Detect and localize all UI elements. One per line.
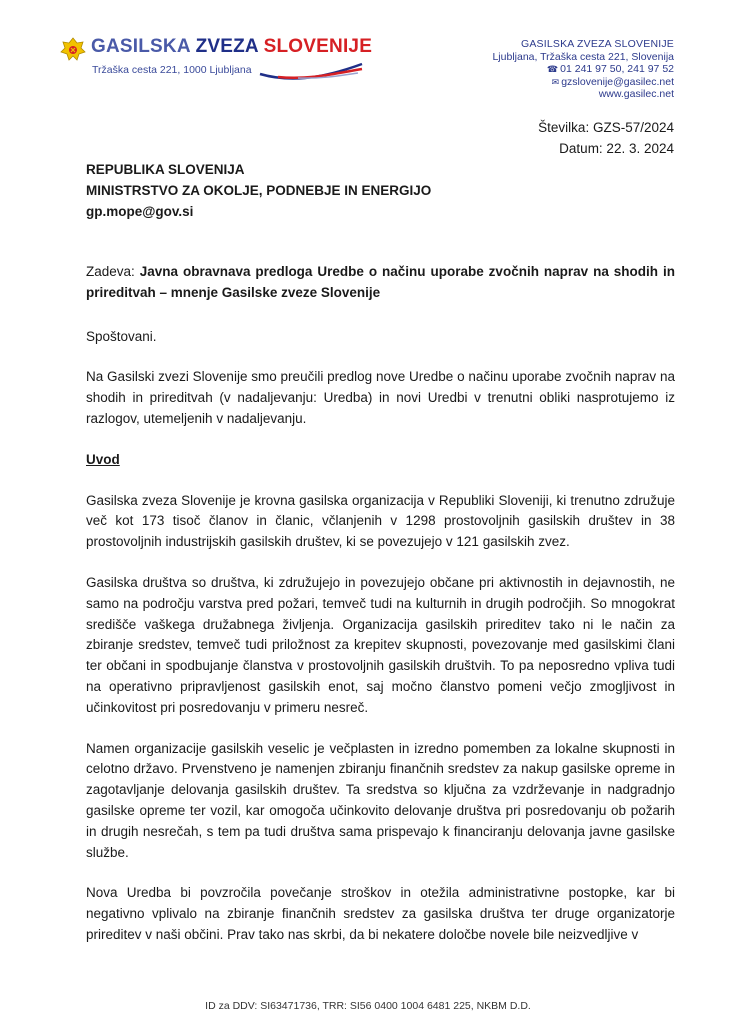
section-heading-uvod: Uvod xyxy=(86,451,120,467)
contact-web[interactable]: www.gasilec.net xyxy=(598,88,674,100)
organization-logo-title xyxy=(91,36,372,58)
logo-word-slovenije: SLOVENIJE xyxy=(263,36,373,57)
document-date: Datum: 22. 3. 2024 xyxy=(559,141,674,156)
email-icon: ✉ xyxy=(551,76,560,87)
logo-word-gasilska: GASILSKA xyxy=(91,36,191,57)
contact-address: Ljubljana, Tržaška cesta 221, Slovenija xyxy=(492,50,674,63)
document-number: Številka: GZS-57/2024 xyxy=(538,120,674,135)
greeting: Spoštovani. xyxy=(86,328,157,344)
logo-word-zveza: ZVEZA xyxy=(195,36,259,57)
intro-paragraph: Na Gasilski zvezi Slovenije smo preučili predlog nove Uredbe o načinu uporabe zvočnih naprav na shodih in prireditvah (v nadaljevanju: Uredba) in novi Uredbi v trenutni obliki nasprotujemo iz razlogov, utemeljenih v nadaljevanju. xyxy=(86,369,675,426)
flag-swoosh-icon xyxy=(258,60,366,82)
letter-body xyxy=(86,262,675,966)
contact-phone-line xyxy=(414,63,674,76)
paragraph-1: Gasilska zveza Slovenije je krovna gasilska organizacija v Republiki Sloveniji, ki trenutno združuje več kot 173 tisoč članov in članic, včlanjenih v 1298 prostovoljnih gasilskih društev in 38 prostovoljnih industrijskih gasilskih društev, ki se povezujejo v 121 gasilskih zvez. xyxy=(86,492,675,550)
recipient-line-1: REPUBLIKA SLOVENIJA xyxy=(86,162,245,177)
paragraph-2: Gasilska društva so društva, ki združujejo in povezujejo občane pri aktivnostih in dejavnostih, ne samo na področju varstva pred požari, temveč tudi na kulturnih in drugih področjih. So mnogokrat središče vaškega družabnega življenja. Organizacija gasilskih prireditev tako ni le način za zbiranje sredstev, temveč tudi priložnost za krepitev skupnosti, povezovanje med gasilskimi člani ter občani in spodbujanje članstva v prostovoljnih gasilskih društvih. To pa neposredno vpliva tudi na operativno pripravljenost gasilskih enot, saj močno članstvo pomeni večjo zmogljivost in učinkovitost pri posredovanju v primeru nesreč. xyxy=(86,574,675,715)
subject-line xyxy=(86,262,675,304)
phone-icon: ☎ xyxy=(546,64,559,74)
fire-brigade-emblem-icon xyxy=(60,37,86,61)
recipient-email[interactable]: gp.mope@gov.si xyxy=(86,204,194,219)
document-meta xyxy=(538,117,674,159)
recipient-line-2: MINISTRSTVO ZA OKOLJE, PODNEBJE IN ENERGIJO xyxy=(86,183,432,198)
contact-block xyxy=(414,38,674,101)
contact-phone: 01 241 97 50, 241 97 52 xyxy=(560,63,674,75)
logo-address: Tržaška cesta 221, 1000 Ljubljana xyxy=(92,64,252,76)
subject-label: Zadeva: xyxy=(86,264,135,279)
footer-bank-info: ID za DDV: SI63471736, TRR: SI56 0400 1004 6481 225, NKBM D.D. xyxy=(205,1000,531,1012)
subject-text: Javna obravnava predloga Uredbe o načinu uporabe zvočnih naprav na shodih in prireditvah – mnenje Gasilske zveze Slovenije xyxy=(86,264,675,300)
contact-email[interactable]: gzslovenije@gasilec.net xyxy=(561,75,674,88)
contact-org-name: GASILSKA ZVEZA SLOVENIJE xyxy=(520,38,674,50)
paragraph-3: Namen organizacije gasilskih veselic je večplasten in izredno pomemben za lokalne skupnosti in celotno državo. Prvenstveno je namenjen zbiranju finančnih sredstev za nakup gasilske opreme in zagotavljanje delovanja gasilskih društev. Ta sredstva so ključna za vzdrževanje in nadgradnjo gasilske opreme ter vozil, kar omogoča učinkovito delovanje društva pri posredovanju ob požarih in drugih nesrečah, s tem pa tudi društva sama prispevajo k financiranju delovanja javne gasilske službe. xyxy=(86,740,675,860)
contact-email-line xyxy=(414,76,674,89)
recipient-block xyxy=(86,159,431,222)
paragraph-4: Nova Uredba bi povzročila povečanje stroškov in otežila administrativne postopke, kar bi negativno vplivalo na zbiranje finančnih sredstev za gasilska društva ter druge organizatorje prireditev v naši občini. Prav tako nas skrbi, da bi nekatere določbe novele bile neizvedljive v xyxy=(86,885,675,942)
